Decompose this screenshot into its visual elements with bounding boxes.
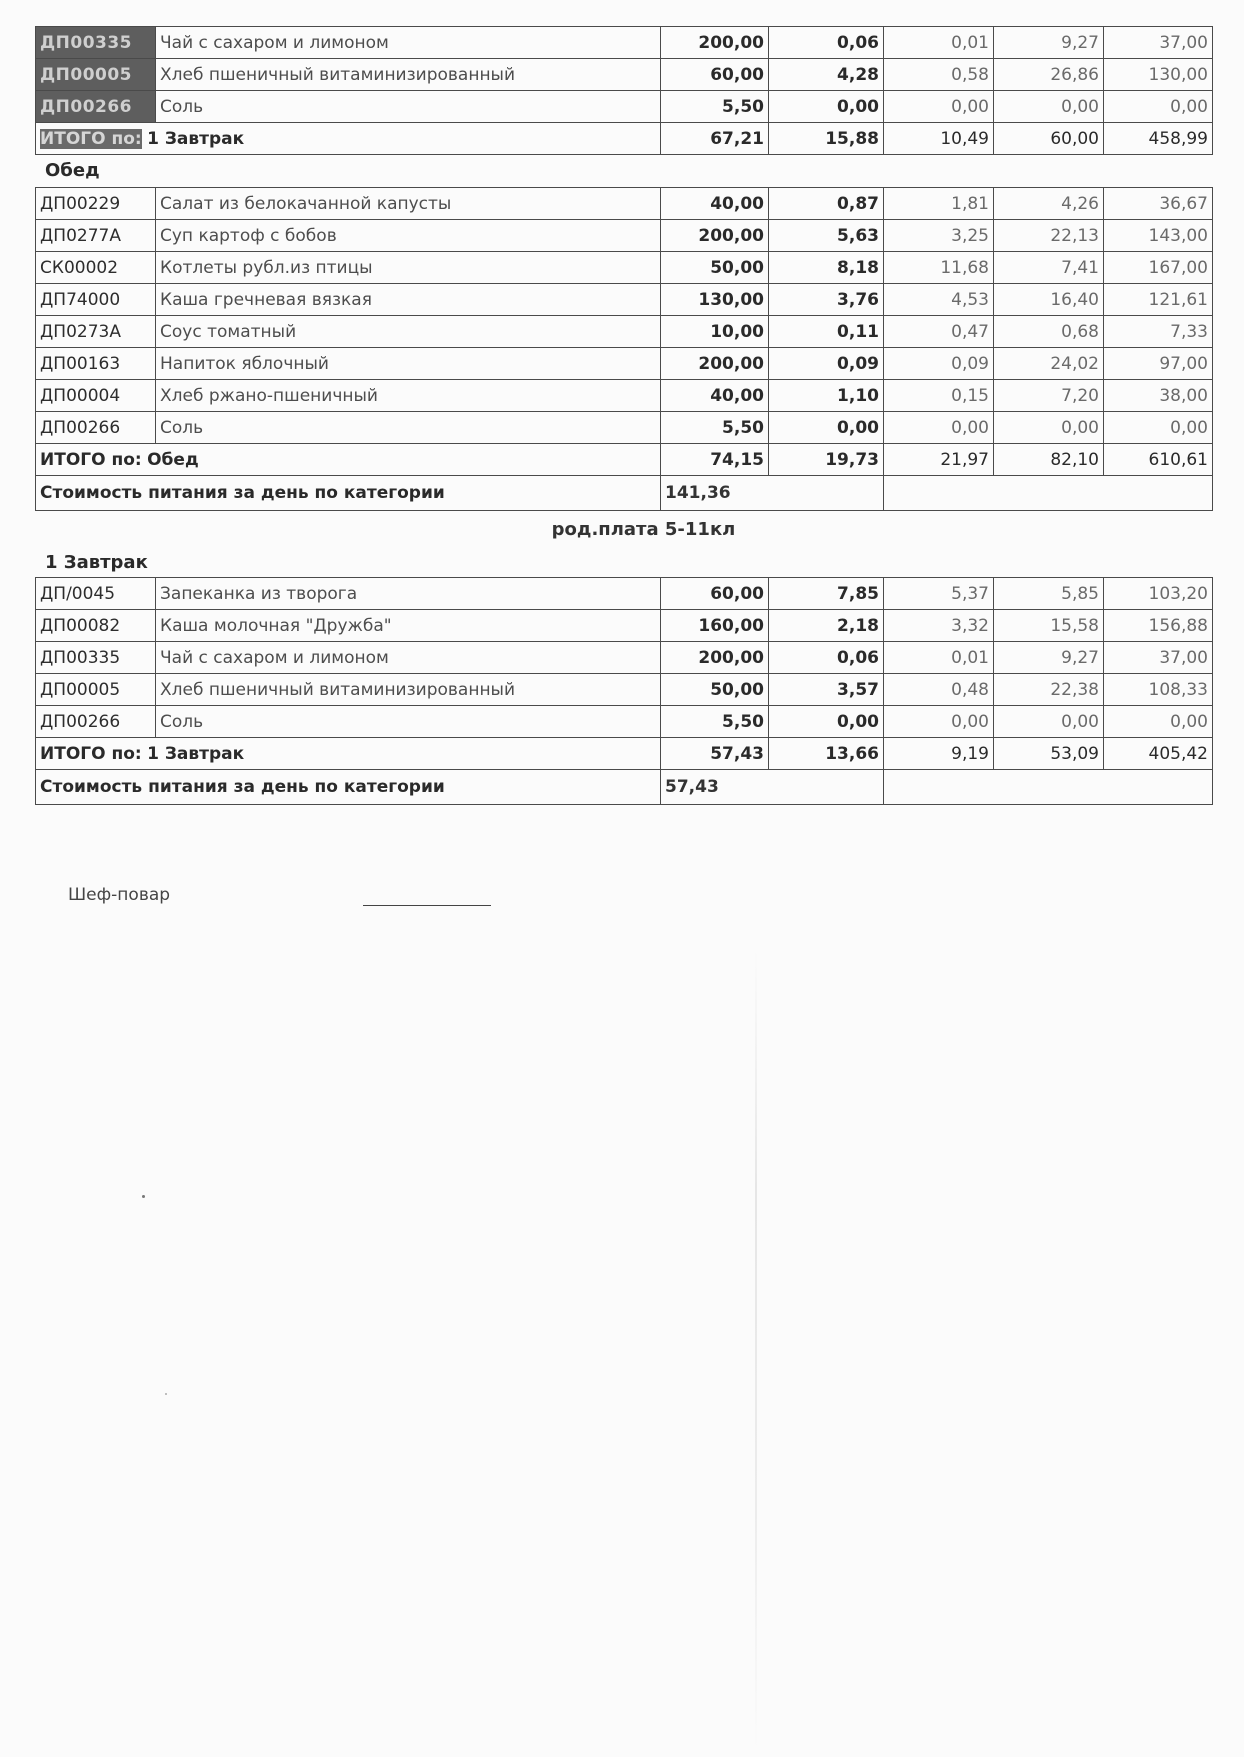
- table-row: [36, 27, 1213, 59]
- dish-carbs: 24,02: [994, 348, 1104, 380]
- total-protein: 13,66: [769, 738, 884, 770]
- dish-code: ДП00005: [36, 59, 156, 91]
- dish-weight: 50,00: [661, 674, 769, 706]
- dish-carbs: 15,58: [994, 610, 1104, 642]
- dish-name: Хлеб пшеничный витаминизированный: [156, 674, 661, 706]
- breakfast-table-partial: [35, 26, 1213, 155]
- dish-fat: 0,09: [884, 348, 994, 380]
- section-title-lunch: Обед: [45, 160, 100, 181]
- dish-protein: 0,09: [769, 348, 884, 380]
- dish-carbs: 0,00: [994, 91, 1104, 123]
- table-row: [36, 348, 1213, 380]
- total-fat: 9,19: [884, 738, 994, 770]
- dish-weight: 60,00: [661, 59, 769, 91]
- dish-name: Соус томатный: [156, 316, 661, 348]
- dish-protein: 4,28: [769, 59, 884, 91]
- dish-name: Соль: [156, 91, 661, 123]
- dish-protein: 2,18: [769, 610, 884, 642]
- dish-carbs: 26,86: [994, 59, 1104, 91]
- total-protein: 19,73: [769, 444, 884, 476]
- dish-weight: 60,00: [661, 578, 769, 610]
- dish-fat: 0,01: [884, 642, 994, 674]
- dish-fat: 0,00: [884, 412, 994, 444]
- table-row: [36, 91, 1213, 123]
- dish-protein: 1,10: [769, 380, 884, 412]
- dish-protein: 0,00: [769, 412, 884, 444]
- dish-protein: 0,06: [769, 642, 884, 674]
- dish-weight: 5,50: [661, 91, 769, 123]
- dish-name: Чай с сахаром и лимоном: [156, 642, 661, 674]
- dish-name: Каша молочная "Дружба": [156, 610, 661, 642]
- dish-code: ДП00266: [36, 706, 156, 738]
- dish-fat: 4,53: [884, 284, 994, 316]
- dish-protein: 3,76: [769, 284, 884, 316]
- total-row: [36, 444, 1213, 476]
- total-carbs: 82,10: [994, 444, 1104, 476]
- dish-protein: 0,11: [769, 316, 884, 348]
- table-row: [36, 220, 1213, 252]
- dish-code: ДП0273А: [36, 316, 156, 348]
- dish-carbs: 0,68: [994, 316, 1104, 348]
- table-row: [36, 252, 1213, 284]
- signature-label: Шеф-повар: [68, 885, 171, 905]
- dish-carbs: 9,27: [994, 642, 1104, 674]
- breakfast-table: [35, 577, 1213, 805]
- dish-name: Хлеб пшеничный витаминизированный: [156, 59, 661, 91]
- total-fat: 10,49: [884, 123, 994, 155]
- dish-weight: 5,50: [661, 412, 769, 444]
- dish-carbs: 16,40: [994, 284, 1104, 316]
- dish-code: ДП00163: [36, 348, 156, 380]
- scan-speck: [165, 1393, 167, 1395]
- dish-code: ДП00004: [36, 380, 156, 412]
- cost-row: [36, 476, 1213, 511]
- dish-code: ДП00082: [36, 610, 156, 642]
- table-row: [36, 316, 1213, 348]
- dish-fat: 0,01: [884, 27, 994, 59]
- total-label-meal: 1 Завтрак: [147, 128, 245, 149]
- table-row: [36, 284, 1213, 316]
- dish-weight: 200,00: [661, 642, 769, 674]
- dish-weight: 50,00: [661, 252, 769, 284]
- dish-weight: 40,00: [661, 380, 769, 412]
- dish-name: Суп картоф с бобов: [156, 220, 661, 252]
- dish-code: ДП74000: [36, 284, 156, 316]
- dish-kcal: 97,00: [1104, 348, 1213, 380]
- dish-carbs: 7,20: [994, 380, 1104, 412]
- dish-kcal: 36,67: [1104, 188, 1213, 220]
- total-kcal: 610,61: [1104, 444, 1213, 476]
- dish-kcal: 7,33: [1104, 316, 1213, 348]
- total-label: [36, 444, 661, 476]
- dish-weight: 200,00: [661, 27, 769, 59]
- table-row: [36, 674, 1213, 706]
- signature-line: [363, 905, 491, 906]
- dish-kcal: 0,00: [1104, 91, 1213, 123]
- dish-code: ДП0277А: [36, 220, 156, 252]
- dish-weight: 160,00: [661, 610, 769, 642]
- cost-label: Стоимость питания за день по категории: [36, 476, 661, 511]
- section-title-breakfast: 1 Завтрак: [45, 552, 148, 573]
- category-title: род.плата 5-11кл: [551, 519, 736, 540]
- dish-code: ДП00266: [36, 91, 156, 123]
- cost-row: [36, 770, 1213, 805]
- dish-weight: 40,00: [661, 188, 769, 220]
- total-kcal: 458,99: [1104, 123, 1213, 155]
- table-row: [36, 59, 1213, 91]
- cost-value: 57,43: [661, 770, 884, 805]
- scan-artifact-line: [755, 950, 757, 1750]
- dish-name: Каша гречневая вязкая: [156, 284, 661, 316]
- table-row: [36, 642, 1213, 674]
- dish-kcal: 156,88: [1104, 610, 1213, 642]
- dish-kcal: 0,00: [1104, 706, 1213, 738]
- total-weight: 74,15: [661, 444, 769, 476]
- dish-carbs: 4,26: [994, 188, 1104, 220]
- dish-name: Запеканка из творога: [156, 578, 661, 610]
- total-carbs: 60,00: [994, 123, 1104, 155]
- dish-weight: 5,50: [661, 706, 769, 738]
- table-row: [36, 610, 1213, 642]
- cost-label: Стоимость питания за день по категории: [36, 770, 661, 805]
- dish-carbs: 22,38: [994, 674, 1104, 706]
- dish-weight: 200,00: [661, 220, 769, 252]
- total-fat: 21,97: [884, 444, 994, 476]
- total-label-bold: ИТОГО по:: [40, 449, 142, 470]
- dish-name: Котлеты рубл.из птицы: [156, 252, 661, 284]
- dish-fat: 3,25: [884, 220, 994, 252]
- dish-carbs: 5,85: [994, 578, 1104, 610]
- total-kcal: 405,42: [1104, 738, 1213, 770]
- dish-kcal: 0,00: [1104, 412, 1213, 444]
- dish-kcal: 37,00: [1104, 27, 1213, 59]
- total-label-bold: ИТОГО по:: [40, 128, 142, 149]
- dish-protein: 5,63: [769, 220, 884, 252]
- dish-fat: 0,00: [884, 91, 994, 123]
- dish-kcal: 38,00: [1104, 380, 1213, 412]
- dish-code: ДП00335: [36, 642, 156, 674]
- dish-code: ДП00266: [36, 412, 156, 444]
- dish-name: Соль: [156, 412, 661, 444]
- dish-weight: 200,00: [661, 348, 769, 380]
- dish-fat: 0,48: [884, 674, 994, 706]
- dish-protein: 3,57: [769, 674, 884, 706]
- total-label-bold: ИТОГО по:: [40, 743, 142, 764]
- dish-protein: 0,87: [769, 188, 884, 220]
- dish-carbs: 0,00: [994, 412, 1104, 444]
- dish-code: ДП/0045: [36, 578, 156, 610]
- dish-code: ДП00335: [36, 27, 156, 59]
- total-label-meal: 1 Завтрак: [147, 743, 245, 764]
- dish-fat: 3,32: [884, 610, 994, 642]
- dish-kcal: 143,00: [1104, 220, 1213, 252]
- dish-code: ДП00005: [36, 674, 156, 706]
- dish-code: СК00002: [36, 252, 156, 284]
- dish-code: ДП00229: [36, 188, 156, 220]
- dish-name: Напиток яблочный: [156, 348, 661, 380]
- lunch-table: [35, 187, 1213, 511]
- total-carbs: 53,09: [994, 738, 1104, 770]
- dish-fat: 0,15: [884, 380, 994, 412]
- total-weight: 57,43: [661, 738, 769, 770]
- cost-value: 141,36: [661, 476, 884, 511]
- dish-name: Чай с сахаром и лимоном: [156, 27, 661, 59]
- dish-kcal: 121,61: [1104, 284, 1213, 316]
- dish-weight: 10,00: [661, 316, 769, 348]
- dish-protein: 8,18: [769, 252, 884, 284]
- dish-protein: 7,85: [769, 578, 884, 610]
- dish-fat: 0,58: [884, 59, 994, 91]
- dish-fat: 5,37: [884, 578, 994, 610]
- dish-name: Хлеб ржано-пшеничный: [156, 380, 661, 412]
- total-label: [36, 123, 661, 155]
- dish-kcal: 103,20: [1104, 578, 1213, 610]
- dish-name: Соль: [156, 706, 661, 738]
- dish-fat: 1,81: [884, 188, 994, 220]
- dish-fat: 11,68: [884, 252, 994, 284]
- dish-kcal: 37,00: [1104, 642, 1213, 674]
- dish-carbs: 22,13: [994, 220, 1104, 252]
- table-row: [36, 380, 1213, 412]
- dish-protein: 0,06: [769, 27, 884, 59]
- total-row: [36, 123, 1213, 155]
- dish-fat: 0,00: [884, 706, 994, 738]
- dish-kcal: 130,00: [1104, 59, 1213, 91]
- dish-name: Салат из белокачанной капусты: [156, 188, 661, 220]
- dish-protein: 0,00: [769, 91, 884, 123]
- cost-empty-cell: [884, 476, 1213, 511]
- dish-fat: 0,47: [884, 316, 994, 348]
- dish-carbs: 9,27: [994, 27, 1104, 59]
- dish-weight: 130,00: [661, 284, 769, 316]
- dish-kcal: 167,00: [1104, 252, 1213, 284]
- table-row: [36, 412, 1213, 444]
- dish-kcal: 108,33: [1104, 674, 1213, 706]
- dish-protein: 0,00: [769, 706, 884, 738]
- total-row: [36, 738, 1213, 770]
- table-row: [36, 578, 1213, 610]
- total-label-meal: Обед: [147, 449, 199, 470]
- total-label: [36, 738, 661, 770]
- cost-empty-cell: [884, 770, 1213, 805]
- total-protein: 15,88: [769, 123, 884, 155]
- table-row: [36, 706, 1213, 738]
- table-row: [36, 188, 1213, 220]
- total-weight: 67,21: [661, 123, 769, 155]
- dish-carbs: 7,41: [994, 252, 1104, 284]
- scan-speck: [142, 1195, 145, 1198]
- dish-carbs: 0,00: [994, 706, 1104, 738]
- menu-document: [35, 0, 1212, 805]
